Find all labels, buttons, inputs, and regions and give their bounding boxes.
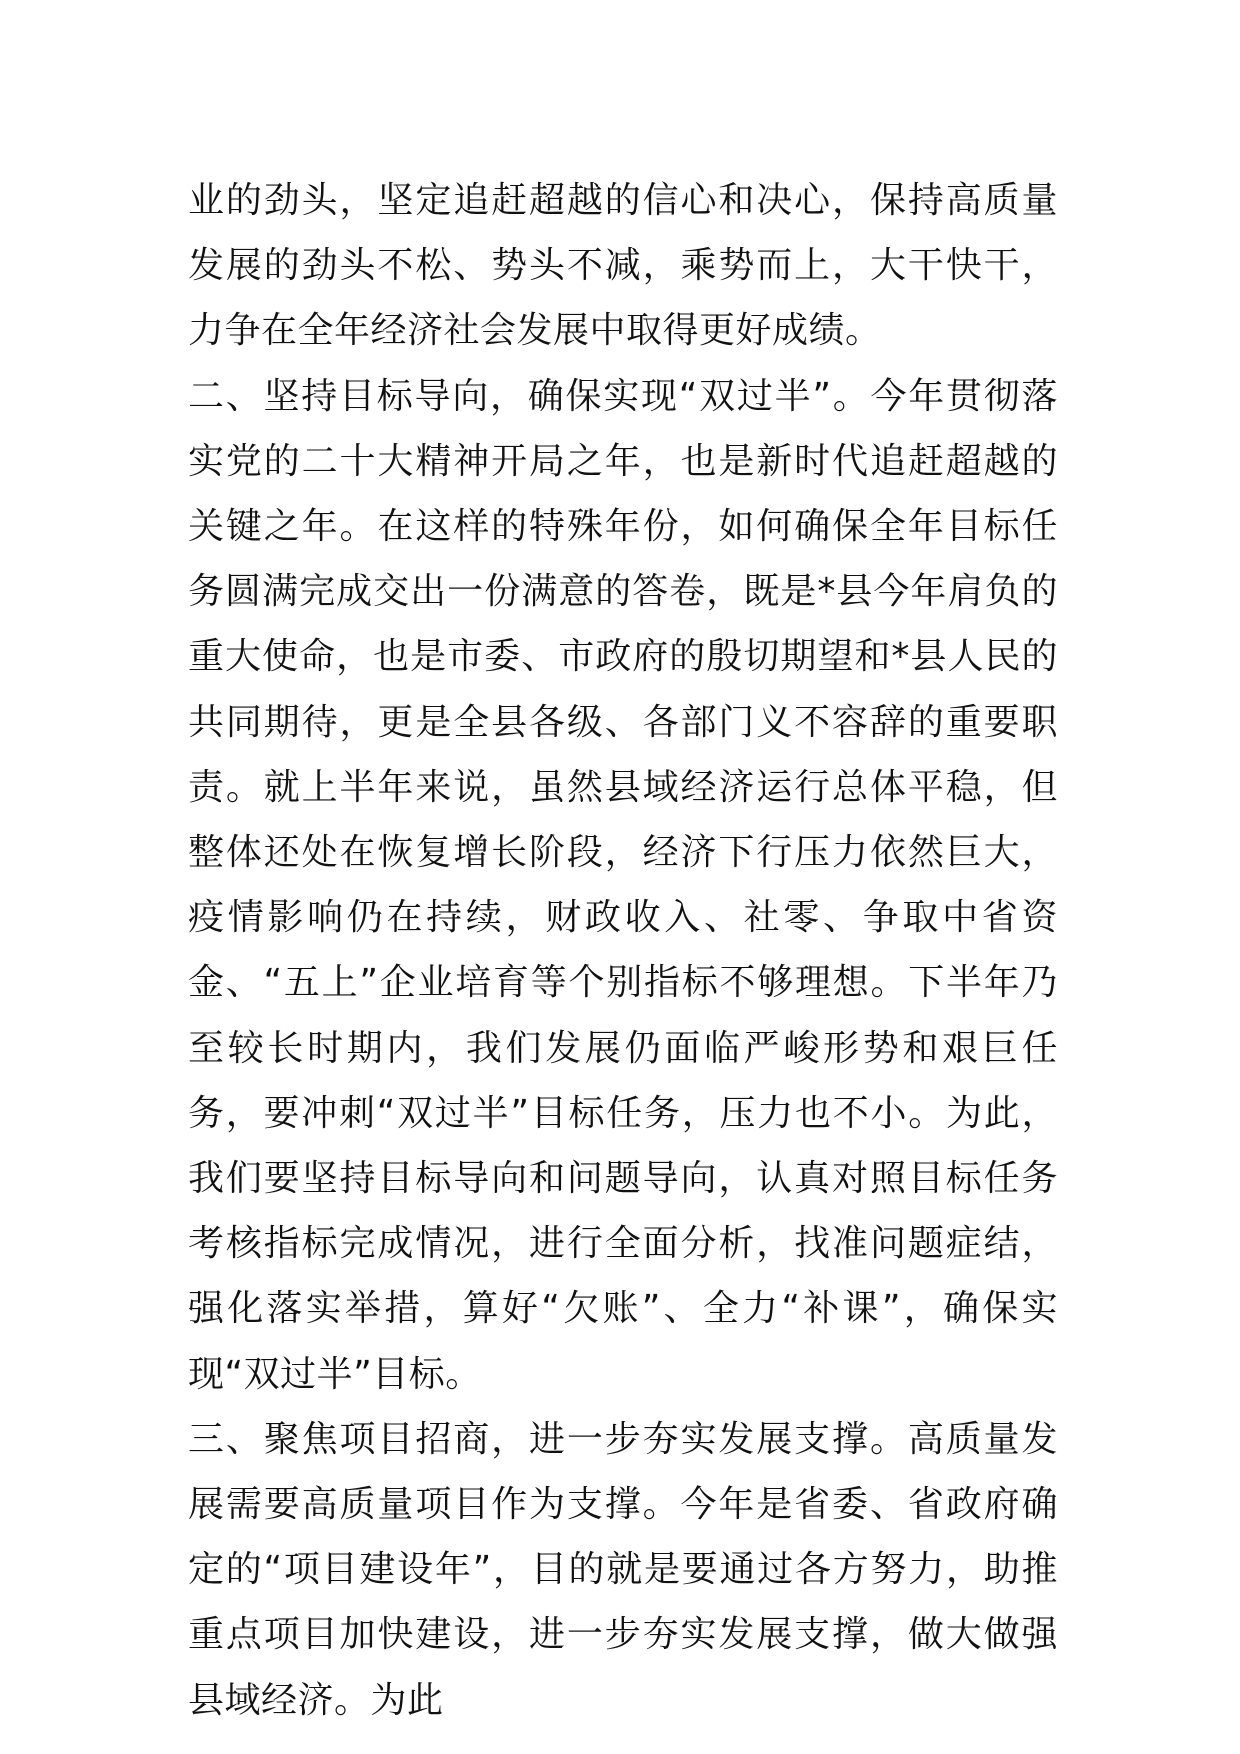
document-body xyxy=(188,168,1058,1733)
paragraph-continuation: 业的劲头，坚定追赶超越的信心和决心，保持高质量发展的劲头不松、势头不减，乘势而上，大干快干，力争在全年经济社会发展中取得更好成绩。 xyxy=(188,180,1058,352)
paragraph-section-two: 二、坚持目标导向，确保实现“双过半”。今年贯彻落实党的二十大精神开局之年，也是新时代追赶超越的关键之年。在这样的特殊年份，如何确保全年目标任务圆满完成交出一份满意的答卷，既是*县今年肩负的重大使命，也是市委、市政府的殷切期望和*县人民的共同期待，更是全县各级、各部门义不容辞的重要职责。就上半年来说，虽然县域经济运行总体平稳，但整体还处在恢复增长阶段，经济下行压力依然巨大，疫情影响仍在持续，财政收入、社零、争取中省资金、“五上”企业培育等个别指标不够理想。下半年乃至较长时期内，我们发展仍面临严峻形势和艰巨任务，要冲刺“双过半”目标任务，压力也不小。为此，我们要坚持目标导向和问题导向，认真对照目标任务考核指标完成情况，进行全面分析，找准问题症结，强化落实举措，算好“欠账”、全力“补课”，确保实现“双过半”目标。 xyxy=(188,375,1058,1395)
paragraph-section-three: 三、聚焦项目招商，进一步夯实发展支撑。高质量发展需要高质量项目作为支撑。今年是省委、省政府确定的“项目建设年”，目的就是要通过各方努力，助推重点项目加快建设，进一步夯实发展支撑，做大做强县域经济。为此 xyxy=(188,1418,1058,1721)
